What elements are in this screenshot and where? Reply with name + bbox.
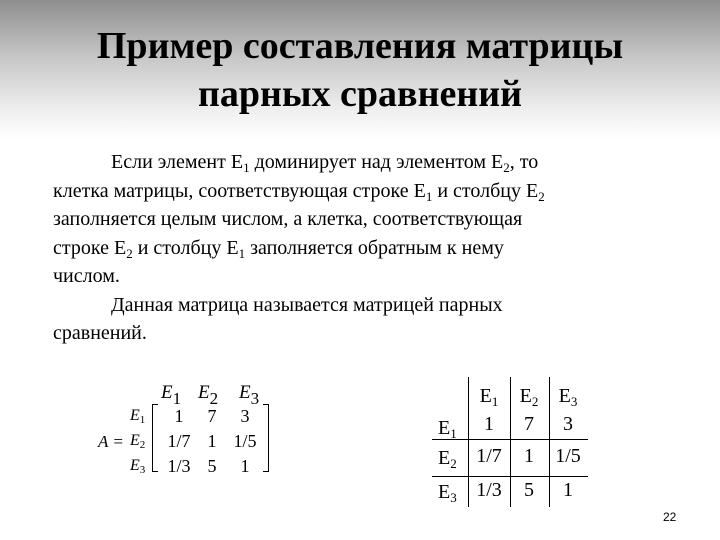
- paragraph-1-line-3: заполняется целым числом, а клетка, соответствующая: [53, 208, 523, 230]
- formula-cell: 3: [240, 406, 250, 426]
- text-run: Если элемент E: [111, 151, 244, 173]
- formula-cell: 1: [240, 456, 250, 476]
- formula-cell: 1/7: [167, 431, 191, 451]
- text-run: и столбцу E: [432, 179, 539, 202]
- table-cell: 1/3: [476, 479, 502, 501]
- subscript: 1: [238, 245, 246, 261]
- subscript: 2: [126, 245, 133, 261]
- formula-lhs: A =: [98, 432, 124, 451]
- formula-cell: 1: [174, 406, 184, 426]
- table-cell: 5: [524, 479, 534, 501]
- table-cell: 1/5: [555, 445, 581, 467]
- table-cell: 1: [524, 445, 534, 467]
- matrix-formula: [98, 382, 278, 492]
- table-col-header-2: $E_2$: [519, 385, 539, 409]
- matrix-left-bracket: [152, 404, 158, 472]
- matrix-right-bracket: [263, 404, 269, 472]
- formula-cell: 1: [207, 431, 217, 451]
- table-cell: 1/7: [476, 445, 502, 467]
- formula-col-header-3: $E_3$: [239, 382, 260, 408]
- paragraph-1-line-5: числом.: [53, 265, 120, 287]
- title-line-1: Пример составления матрицы: [96, 25, 624, 67]
- subscript: 1: [243, 160, 250, 175]
- paragraph-1-line-4: [53, 234, 673, 263]
- subscript: 2: [538, 188, 545, 204]
- paragraph-2-line-1: Данная матрица называется матрицей парных: [111, 293, 503, 316]
- table-row-header-3: $E_3$: [438, 481, 457, 505]
- formula-row-header-3: $E_3$: [130, 457, 146, 476]
- paragraph-1-line-2: [53, 177, 673, 206]
- text-run: и столбцу E: [132, 236, 239, 259]
- subscript: 2: [503, 160, 510, 175]
- paragraph-1-line-1: [53, 148, 673, 177]
- table-row-header-2: $E_2$: [438, 447, 457, 471]
- formula-row-header-1: $E_1$: [130, 407, 146, 426]
- table-cell: 7: [524, 413, 534, 435]
- table-cell: 1: [484, 413, 494, 435]
- formula-cell: 1/5: [233, 431, 257, 451]
- formula-col-header-2: $E_2$: [198, 382, 219, 408]
- text-run: , то: [509, 151, 539, 173]
- text-run: клетка матрицы, соответствующая строке E: [53, 179, 426, 202]
- table-col-header-1: $E_1$: [479, 385, 499, 409]
- formula-row-header-2: $E_2$: [130, 432, 146, 451]
- table-row-header-1: $E_1$: [438, 417, 457, 441]
- text-run: строке E: [53, 236, 127, 259]
- formula-cell: 5: [207, 456, 217, 476]
- formula-cell: 7: [207, 406, 217, 426]
- subscript: 1: [425, 188, 433, 204]
- paragraph-2-line-2: сравнений.: [53, 322, 147, 344]
- table-divider-horizontal: [432, 476, 588, 477]
- table-col-header-3: $E_3$: [558, 385, 578, 409]
- table-cell: 1: [563, 479, 573, 501]
- body-text: [53, 148, 673, 348]
- table-cell: 3: [563, 413, 573, 435]
- page-number: 22: [663, 510, 677, 524]
- formula-cell: 1/3: [167, 456, 191, 476]
- title-line-2: парных сравнений: [197, 73, 523, 115]
- text-run: доминирует над элементом E: [249, 151, 504, 173]
- slide-title: [0, 22, 720, 118]
- text-run: заполняется обратным к нему: [245, 236, 504, 259]
- formula-col-header-1: $E_1$: [161, 382, 182, 408]
